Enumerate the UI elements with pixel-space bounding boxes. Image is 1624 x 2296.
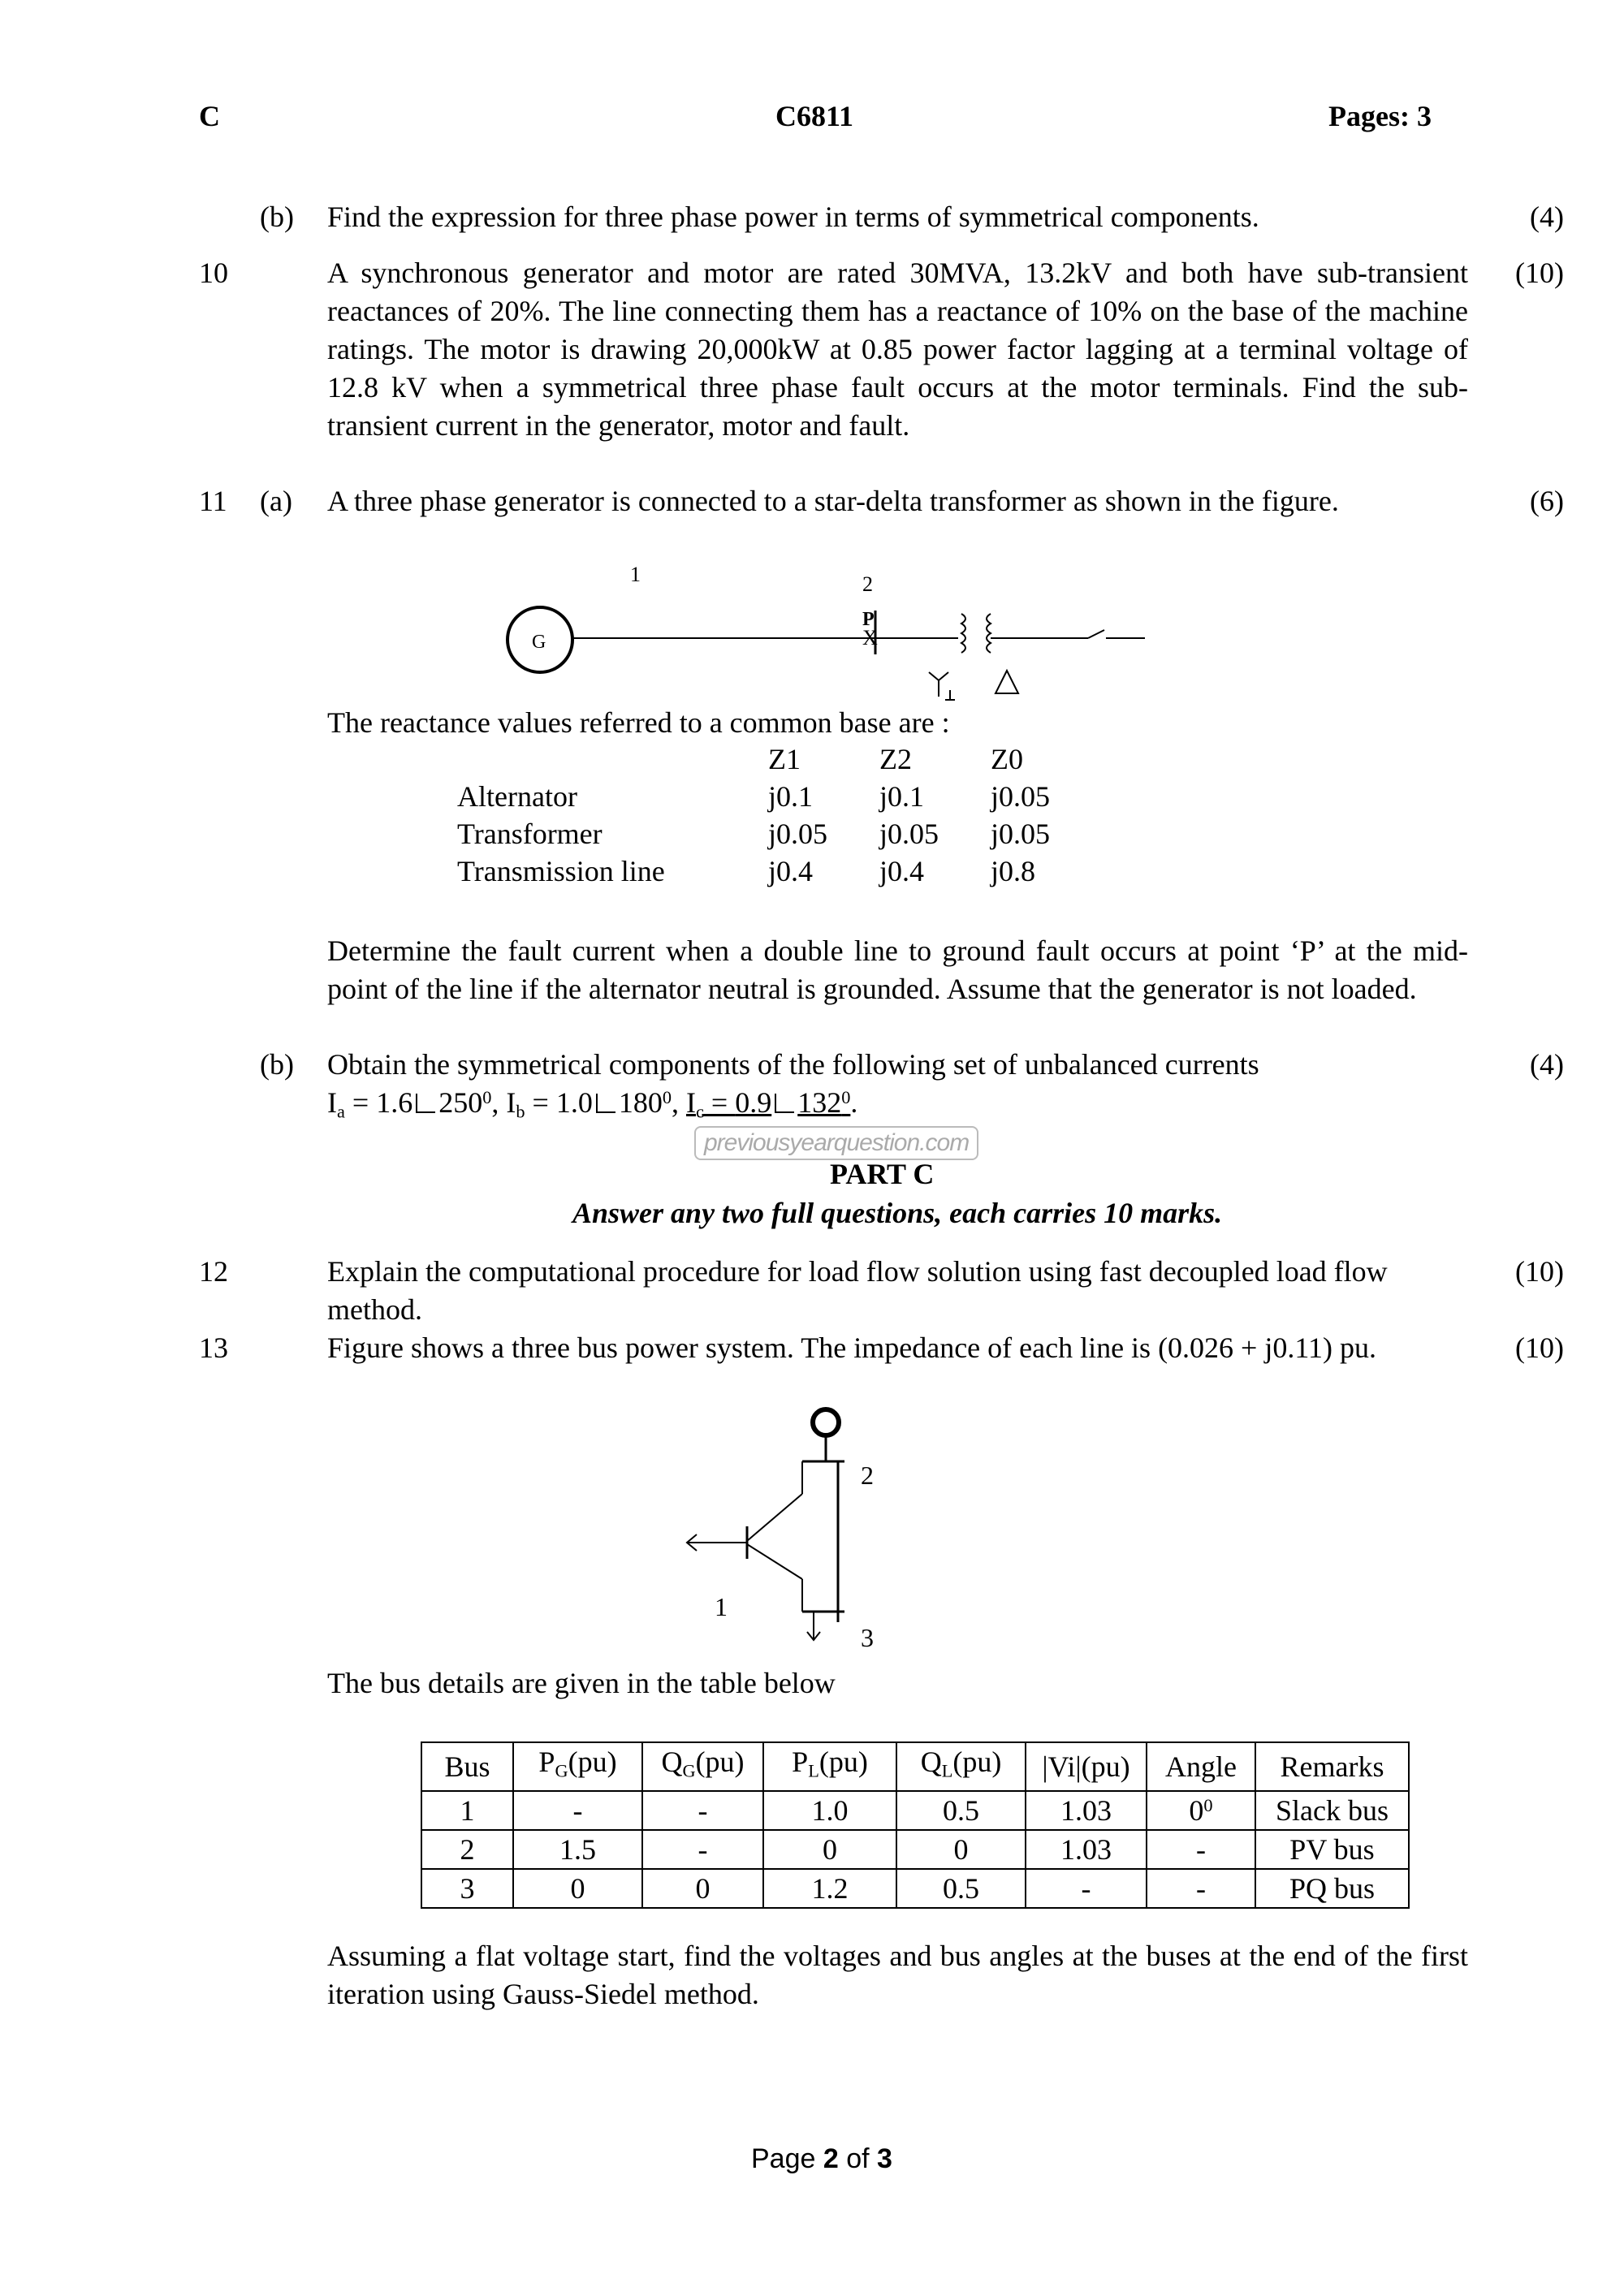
q10-number: 10: [199, 257, 228, 289]
page-footer: Page 2 of 3: [751, 2143, 892, 2174]
circuit-breaker: [1088, 630, 1104, 638]
bus-1-label: 1: [630, 563, 641, 586]
q9b-part: (b): [260, 201, 294, 233]
line-1-2: [747, 1494, 802, 1541]
q11b-marks: (4): [1530, 1048, 1564, 1081]
table-row: Alternator j0.1 j0.1 j0.05: [457, 780, 1051, 813]
watermark: previousyearquestion.com: [694, 1126, 978, 1160]
q13-body: Assuming a flat voltage start, find the voltages and bus angles at the buses at the end of the first iteration using Gauss-Siedel method.: [327, 1940, 1468, 2010]
bus-2-label: 2: [861, 1461, 874, 1490]
bus-1-label: 1: [715, 1592, 728, 1621]
q13-number: 13: [199, 1331, 228, 1364]
bus-3-label: 3: [861, 1623, 874, 1652]
star-symbol: [929, 672, 955, 700]
q10-text: A synchronous generator and motor are rated 30MVA, 13.2kV and both have sub-transient reactances of 20%. The line connecting them has a reactance of 10% on the base of the machine ratings. The motor is drawing 20,000kW at 0.85 power factor lagging at a terminal voltage of 12.8 kV when a symmetrical three phase fault occurs at the motor terminals. Find the sub-transient current in the generator, motor and fault.: [327, 257, 1468, 442]
point-p-label: P: [862, 609, 875, 630]
z0-header: Z0: [991, 743, 1023, 775]
three-bus-diagram: [666, 1396, 909, 1656]
q11a-marks: (6): [1530, 485, 1564, 517]
table-row: 1 - - 1.0 0.5 1.03 $0^0$ Slack bus: [421, 1791, 1409, 1830]
q11a-part: (a): [260, 485, 292, 517]
transformer-primary-coil: [961, 614, 965, 653]
header-pages: Pages: 3: [1328, 100, 1432, 132]
table-row: Transmission line j0.4 j0.4 j0.8: [457, 855, 1036, 887]
generator-transformer-diagram: [487, 560, 1169, 714]
fault-marker: X: [862, 626, 878, 650]
unbalanced-currents: $I_a = 1.6$ $250^0$, $I_b = 1.0$ $180^0$, $I_c = 0.9$ $132^0$.: [327, 1086, 858, 1122]
table-header-row: Bus $P_G(pu)$ $Q_G(pu)$ $P_L(pu)$ $Q_L(pu)$ |Vi|(pu) Angle Remarks: [421, 1742, 1409, 1791]
line-1-3: [747, 1544, 802, 1579]
z2-header: Z2: [879, 743, 912, 775]
bus-data-table: [421, 1741, 1410, 1909]
table-row: 3 0 0 1.2 0.5 - - PQ bus: [421, 1869, 1409, 1908]
q13-intro: The bus details are given in the table below: [327, 1667, 836, 1699]
q9b-text: Find the expression for three phase power in terms of symmetrical components.: [327, 201, 1259, 233]
q12-text: Explain the computational procedure for load flow solution using fast decoupled load flow method.: [327, 1255, 1388, 1326]
bus-2-label: 2: [862, 572, 873, 596]
part-c-heading: PART C: [830, 1158, 935, 1190]
q11a-intro: The reactance values referred to a common base are :: [327, 706, 950, 739]
q11b-text: Obtain the symmetrical components of the following set of unbalanced currents: [327, 1048, 1259, 1081]
part-c-instructions: Answer any two full questions, each carries 10 marks.: [572, 1197, 1223, 1229]
header-code: C6811: [775, 100, 854, 132]
table-row: 2 1.5 - 0 0 1.03 - PV bus: [421, 1830, 1409, 1869]
q9b-marks: (4): [1530, 201, 1564, 233]
q11b-part: (b): [260, 1048, 294, 1081]
q11-number: 11: [199, 485, 227, 517]
q11a-text: A three phase generator is connected to a star-delta transformer as shown in the figure.: [327, 485, 1339, 517]
generator-symbol: [813, 1409, 839, 1435]
transformer-secondary-coil: [987, 614, 991, 653]
z1-header: Z1: [768, 743, 801, 775]
q10-marks: (10): [1515, 257, 1564, 289]
q12-number: 12: [199, 1255, 228, 1288]
delta-symbol: [996, 671, 1018, 693]
table-row: Transformer j0.05 j0.05 j0.05: [457, 818, 1051, 850]
header-left: C: [199, 100, 220, 132]
q12-marks: (10): [1515, 1255, 1564, 1288]
q13-text: Figure shows a three bus power system. The impedance of each line is (0.026 + j0.11) pu.: [327, 1331, 1377, 1364]
q11a-body: Determine the fault current when a double line to ground fault occurs at point ‘P’ at the mid-point of the line if the alternator neutral is grounded. Assume that the generator is not loaded.: [327, 934, 1468, 1005]
generator-label: G: [532, 632, 546, 653]
reactance-table: [457, 742, 1088, 891]
q13-marks: (10): [1515, 1331, 1564, 1364]
